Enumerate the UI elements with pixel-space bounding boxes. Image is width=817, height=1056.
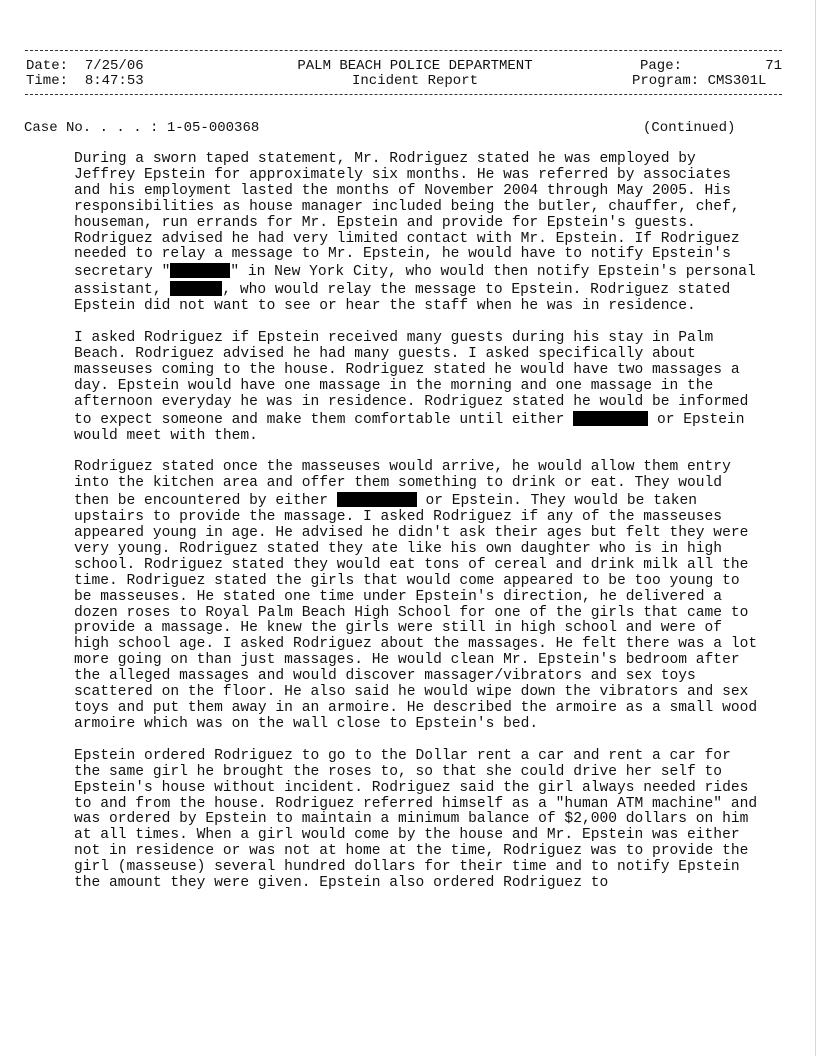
paragraph-2 xyxy=(74,331,764,444)
date-label: Date: xyxy=(26,58,69,74)
case-status: (Continued) xyxy=(643,120,736,136)
page-edge xyxy=(815,0,816,1056)
program-line xyxy=(632,74,766,89)
case-line xyxy=(24,121,259,136)
redaction-block xyxy=(170,281,222,296)
report-time: 8:47:53 xyxy=(84,73,144,89)
p4-text-a: Epstein ordered Rodriguez to go to the Dollar rent a car and rent a car for the same girl he brought the roses to, so that she could drive her self to Epstein's house without incident. Rodriguez said the girl always needed rides to and from the house. Rodriguez referred himself as a "human ATM machine" and was ordered by Epstein to maintain a minimum balance of $2,000 dollars on him at all times. When a girl would come by the house and Mr. Epstein was either not in residence or was not at home at the time, Rodriguez was to provide the girl (masseuse) several hundred dollars for their time and to notify Epstein the amount they were given. Epstein also ordered Rodriguez to xyxy=(74,747,758,892)
header-top-rule xyxy=(25,50,782,51)
paragraph-1 xyxy=(74,152,764,315)
program-code: CMS301L xyxy=(707,73,767,89)
paragraph-3 xyxy=(74,460,764,732)
department-name: PALM BEACH POLICE DEPARTMENT xyxy=(297,58,533,74)
p3-text-a: Rodriguez stated once the masseuses would arrive, he would allow them entry into the kitchen area and offer them something to drink or eat. They would then be encountered by either xyxy=(74,459,731,510)
redaction-block xyxy=(573,411,648,426)
header-bottom-rule xyxy=(25,94,782,95)
p3-text-b: or Epstein. They would be taken upstairs to provide the massage. I asked Rodriguez if any of the masseuses appeared young in age. He advised he didn't ask their ages but felt they were very young. Rodriguez stated they ate like his own daughter who is in high school. Rodriguez stated they would eat tons of cereal and drink milk all the time. Rodriguez stated the girls that would come appeared to be too young to be masseuses. He stated one time under Epstein's direction, he delivered a dozen roses to Royal Palm Beach High School for one of the girls that came to provide a massage. He knew the girls were still in high school and were of high school age. I asked Rodriguez about the massages. He felt there was a lot more going on than just massages. He would clean Mr. Epstein's bedroom after the alleged massages and would discover massager/vibrators and sex toys scattered on the floor. He also said he would wipe down the vibrators and sex toys and put them away in an armoire. He described the armoire as a small wood armoire which was on the wall close to Epstein's bed. xyxy=(74,493,758,732)
p1-text-a: During a sworn taped statement, Mr. Rodriguez stated he was employed by Jeffrey Epstein for approximately six months. He was referred by associates and his employment lasted the months of November 2004 through May 2005. His responsibilities as house manager included being the butler, chauffer, chef, houseman, run errands for Mr. Epstein and provide for Epstein's guests. Rodriguez advised he had very limited contact with Mr. Epstein. If Rodriguez needed to relay a message to Mr. Epstein, he would have to notify Epstein's secretary " xyxy=(74,151,740,281)
paragraph-4 xyxy=(74,749,764,892)
page-number: 71 xyxy=(765,58,782,74)
case-number: 1-05-000368 xyxy=(166,120,260,136)
time-label: Time: xyxy=(26,73,69,89)
header-date-line xyxy=(26,59,144,74)
p2-text-b: or Epstein would meet with them. xyxy=(74,411,745,444)
redaction-block xyxy=(337,492,417,507)
report-type: Incident Report xyxy=(351,73,479,89)
header-time-line xyxy=(26,74,144,89)
case-label: Case No. . . . : xyxy=(24,120,159,136)
p2-text-a: I asked Rodriguez if Epstein received many guests during his stay in Palm Beach. Rodriguez advised he had many guests. I asked specifically about masseuses coming to the house. Rodriguez stated he would have two massages a day. Epstein would have one massage in the morning and one massage in the afternoon everyday he was in residence. Rodriguez stated he would be informed to expect someone and make them comfortable until either xyxy=(74,330,749,428)
redaction-block xyxy=(170,263,230,278)
p1-text-b: " in New York City, who would then notify Epstein's personal assistant, xyxy=(74,264,756,299)
p1-text-c: , who would relay the message to Epstein. Rodriguez stated Epstein did not want to see or hear the staff when he was in residence. xyxy=(74,282,731,315)
report-date: 7/25/06 xyxy=(84,58,144,74)
program-label: Program: xyxy=(632,73,700,89)
page-label: Page: xyxy=(640,58,683,74)
report-body xyxy=(74,152,764,908)
